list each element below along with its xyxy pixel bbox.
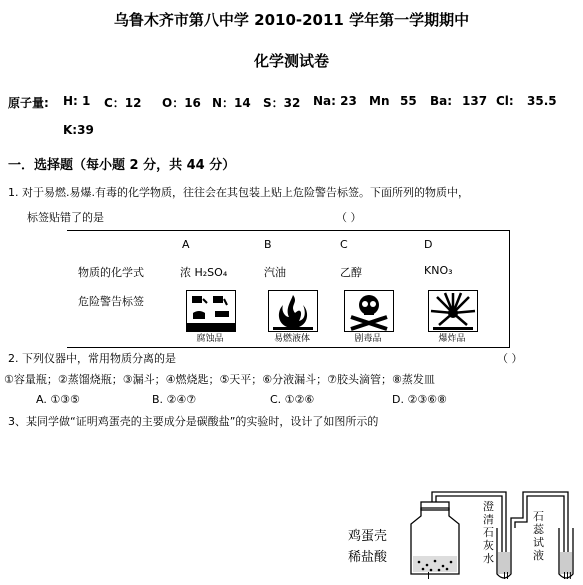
toxic-caption: 剧毒品 [354, 334, 382, 344]
flammable-sign-icon [268, 290, 318, 332]
q2-choice-d: D. ②③⑥⑧ [392, 393, 447, 406]
apparatus-number-1: I [427, 571, 430, 582]
q1-answer-blank: （ ） [336, 211, 362, 224]
atomic-mass-c: C：12 [104, 96, 142, 110]
corrosive-caption: 腐蚀品 [196, 334, 224, 344]
q2-instruments: ①容量瓶；②蒸馏烧瓶；③漏斗；④燃烧匙；⑤天平；⑥分液漏斗；⑦胶头滴管；⑧蒸发皿 [4, 373, 435, 386]
q1-formula-a: 浓 H₂SO₄ [180, 266, 228, 279]
q1-option-d: D [424, 238, 433, 251]
atomic-mass-n: N：14 [212, 96, 251, 110]
exam-title: 化学测试卷 [253, 52, 329, 70]
eggshell-label: 鸡蛋壳 [348, 529, 388, 544]
atomic-mass-cl: Cl: [496, 94, 514, 108]
atomic-mass-o: O：16 [162, 96, 201, 110]
q2-choice-c: C. ①②⑥ [270, 393, 315, 406]
q1-option-b: B [264, 238, 272, 251]
atomic-mass-ba-value: 137 [462, 94, 488, 108]
corrosive-sign-icon [186, 290, 236, 332]
explosive-caption: 爆炸品 [438, 334, 466, 344]
q1-formula-c: 乙醇 [340, 266, 362, 279]
q2-stem: 2. 下列仪器中，常用物质分离的是 [8, 352, 176, 365]
section-heading: 一．选择题（每小题 2 分，共 44 分） [8, 158, 236, 173]
q3-stem: 3、某同学做“证明鸡蛋壳的主要成分是碳酸盐”的实验时，设计了如图所示的 [8, 415, 379, 428]
atomic-mass-label: 原子量: [8, 96, 49, 110]
q1-formula-d: KNO₃ [424, 264, 453, 277]
atomic-mass-na: Na: 23 [313, 94, 357, 108]
q1-formula-label: 物质的化学式 [78, 266, 144, 279]
atomic-mass-mn-value: 55 [400, 94, 417, 108]
flammable-caption: 易燃液体 [273, 334, 310, 344]
q1-stem-line1: 1. 对于易燃.易爆.有毒的化学物质，往往会在其包装上贴上危险警告标签。下面所列的物质中， [8, 186, 469, 199]
limewater-label: 澄 清 石 灰 水 [483, 500, 494, 565]
litmus-label: 石 蕊 试 液 [533, 510, 544, 562]
q1-option-c: C [340, 238, 348, 251]
q2-answer-blank: （ ） [497, 352, 523, 365]
school-line: 乌鲁木齐市第八中学 2010-2011 学年第一学期期中 [113, 11, 470, 29]
apparatus-number-2: II [503, 571, 509, 582]
q1-stem-line2: 标签贴错了的是 [27, 211, 104, 224]
apparatus-number-3: III [563, 571, 572, 582]
acid-label: 稀盐酸 [348, 550, 388, 565]
atomic-mass-h: H: 1 [63, 94, 91, 108]
q2-choice-b: B. ②④⑦ [152, 393, 197, 406]
q1-option-a: A [182, 238, 190, 251]
atomic-mass-k: K:39 [63, 123, 94, 137]
q1-formula-b: 汽油 [264, 266, 286, 279]
atomic-mass-mn: Mn [369, 94, 390, 108]
explosive-sign-icon [428, 290, 478, 332]
q2-choice-a: A. ①③⑤ [36, 393, 80, 406]
toxic-sign-icon [344, 290, 394, 332]
q1-label-row: 危险警告标签 [78, 295, 144, 308]
atomic-mass-cl-value: 35.5 [527, 94, 557, 108]
atomic-mass-s: S：32 [263, 96, 301, 110]
atomic-mass-ba: Ba: [430, 94, 453, 108]
